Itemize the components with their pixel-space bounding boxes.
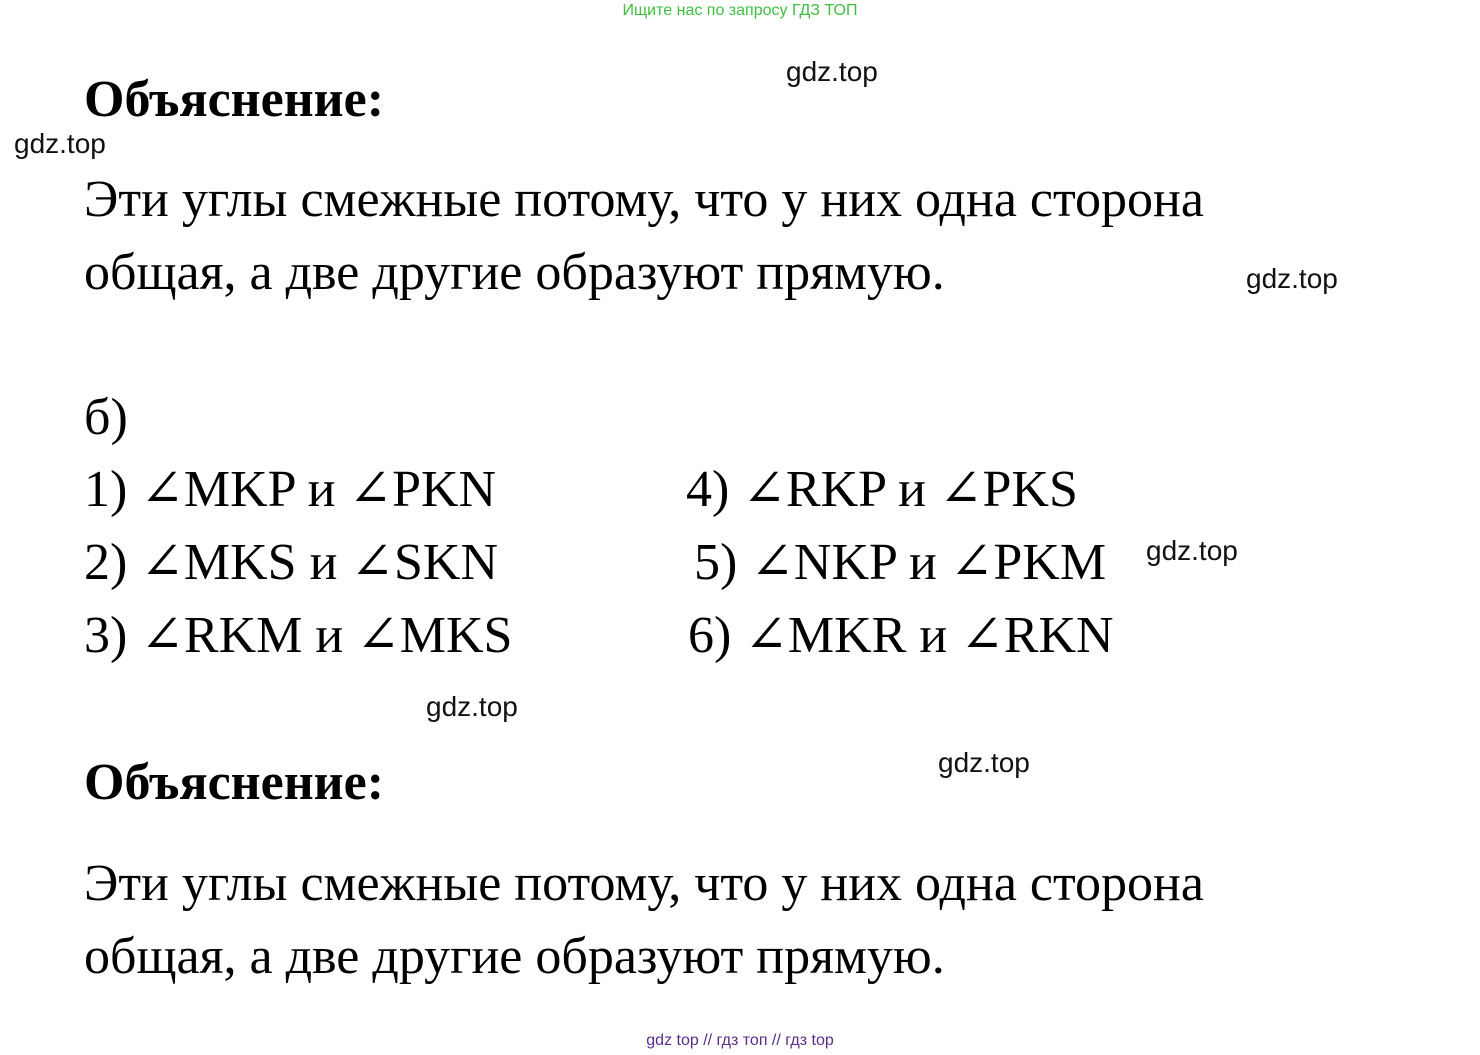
angle-pair-4: 4) ∠RKP и ∠PKS (686, 461, 1078, 518)
explanation-heading-2: Объяснение: (84, 754, 385, 811)
angle-pair-3: 3) ∠RKM и ∠MKS (84, 607, 513, 664)
watermark: gdz.top (426, 691, 518, 722)
explanation-text-1-line-2: общая, а две другие образуют прямую. (84, 244, 945, 301)
top-banner: Ищите нас по запросу ГДЗ ТОП (622, 2, 858, 19)
angle-pair-6: 6) ∠MKR и ∠RKN (688, 607, 1114, 664)
explanation-text-1-line-1: Эти углы смежные потому, что у них одна сторона (84, 171, 1204, 228)
part-label-b: б) (84, 389, 128, 446)
explanation-text-2-line-1: Эти углы смежные потому, что у них одна сторона (84, 855, 1204, 912)
watermark: gdz.top (938, 747, 1030, 778)
footer-links: gdz top // гдз топ // гдз top (646, 1032, 834, 1049)
angle-pair-5: 5) ∠NKP и ∠PKM (694, 534, 1107, 591)
watermark: gdz.top (1246, 263, 1338, 294)
watermark: gdz.top (786, 56, 878, 87)
angle-pair-2: 2) ∠MKS и ∠SKN (84, 534, 499, 591)
explanation-heading-1: Объяснение: (84, 71, 385, 128)
explanation-text-2-line-2: общая, а две другие образуют прямую. (84, 928, 945, 985)
watermark: gdz.top (1146, 535, 1238, 566)
watermark: gdz.top (14, 128, 106, 159)
angle-pair-1: 1) ∠MKP и ∠PKN (84, 461, 497, 518)
